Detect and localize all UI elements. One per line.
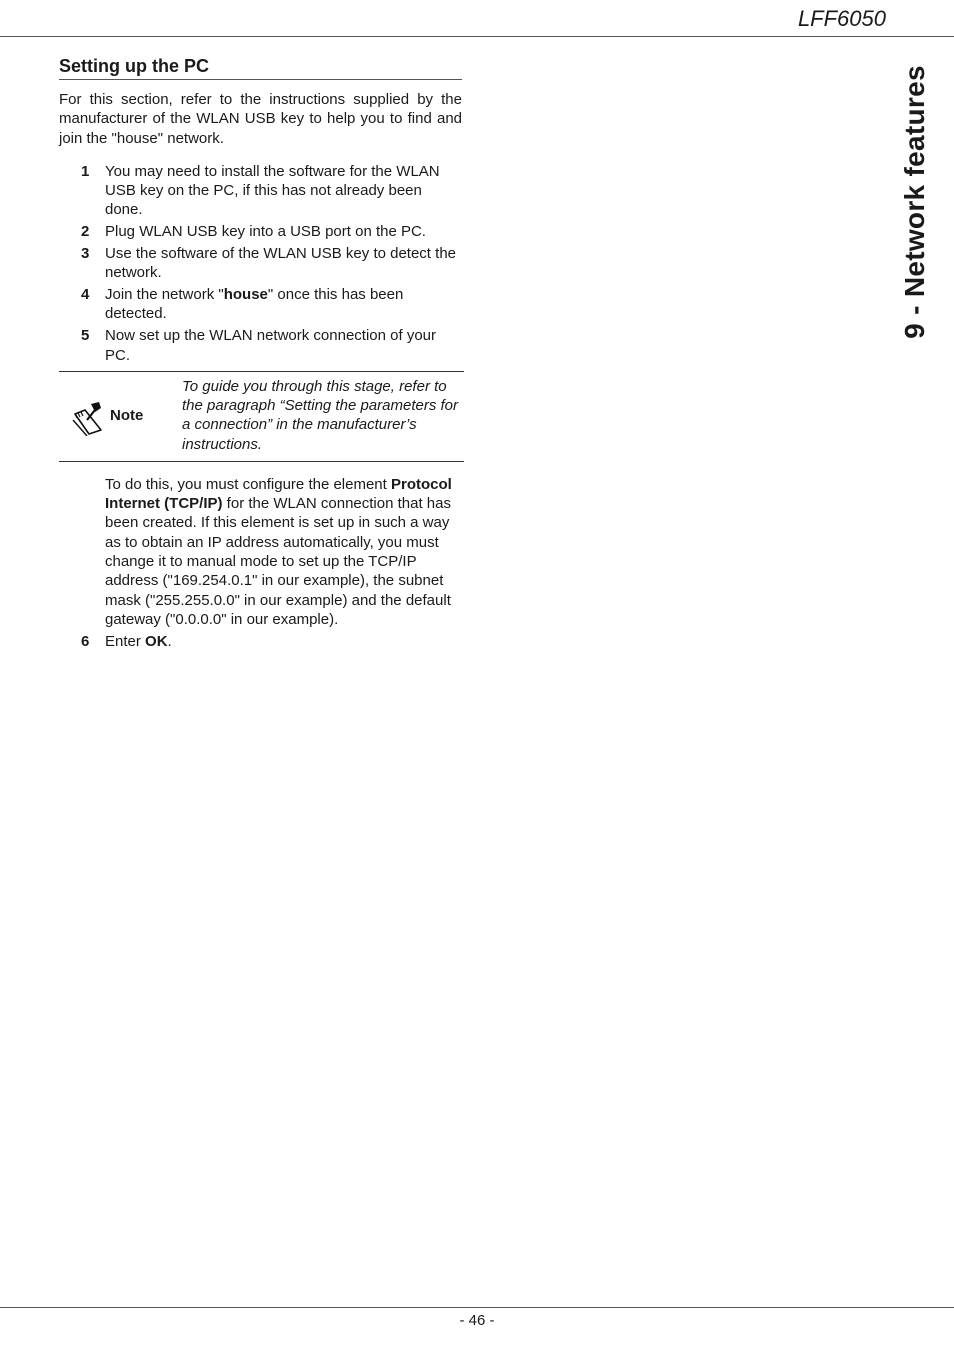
- step-number: 3: [81, 245, 90, 263]
- list-item: [59, 326, 464, 365]
- steps-list: [59, 162, 464, 365]
- continuation-paragraph: [59, 475, 464, 629]
- header-divider: [0, 36, 954, 37]
- footer-divider: [0, 1307, 954, 1308]
- step-number: 5: [81, 327, 90, 345]
- note-label: Note: [110, 406, 144, 424]
- header-model-name: LFF6050: [797, 6, 886, 31]
- list-item: [59, 285, 464, 324]
- step-number: 6: [81, 633, 90, 651]
- step-text: Plug WLAN USB key into a USB port on the PC.: [105, 223, 426, 241]
- step-text-post: .: [167, 633, 172, 651]
- note-text: To guide you through this stage, refer to the paragraph “Setting the parameters for a connection” in the manufacturer’s instructions.: [182, 377, 458, 453]
- step-number: 2: [81, 223, 90, 241]
- step-text-post: " once this has been detected.: [105, 286, 404, 323]
- continuation-text: [105, 475, 462, 629]
- list-item: [59, 162, 464, 220]
- note-box: [59, 371, 464, 462]
- ok-keyword: OK: [145, 633, 168, 651]
- list-item: [59, 222, 464, 241]
- step-text: [105, 632, 462, 651]
- list-item: [59, 244, 464, 283]
- list-item: [59, 632, 464, 651]
- step-text-pre: Enter: [105, 633, 146, 651]
- network-name: house: [223, 286, 268, 304]
- main-content: [59, 56, 464, 654]
- step-text: You may need to install the software for the WLAN USB key on the PC, if this has not already been done.: [105, 162, 440, 219]
- step-number: 4: [81, 286, 90, 304]
- step-text: [105, 285, 462, 324]
- step-text: Now set up the WLAN network connection of your PC.: [105, 327, 436, 364]
- continuation-post: for the WLAN connection that has been created. If this element is set up in such a way as to obtain an IP address automatically, you must change it to manual mode to set up the TCP/IP address ("169.254.0.1" in our example), the subnet mask ("255.255.0.0" in our example) and the default gateway ("0.0.0.0" in our example).: [105, 495, 451, 628]
- step-text-pre: Join the network ": [105, 286, 224, 304]
- section-title: Setting up the PC: [59, 56, 462, 80]
- step-text: Use the software of the WLAN USB key to detect the network.: [105, 245, 456, 282]
- intro-paragraph: For this section, refer to the instructions supplied by the manufacturer of the WLAN USB key to help you to find and join the "house" network.: [59, 91, 462, 147]
- notepad-pencil-icon: [71, 400, 107, 436]
- step-number: 1: [81, 162, 90, 180]
- page-number: - 46 -: [459, 1312, 495, 1329]
- chapter-tab: [893, 56, 937, 348]
- chapter-tab-label: 9 - Network features: [899, 65, 931, 339]
- protocol-name: Protocol Internet (TCP/IP): [105, 475, 452, 513]
- continuation-pre: To do this, you must configure the element: [105, 475, 391, 493]
